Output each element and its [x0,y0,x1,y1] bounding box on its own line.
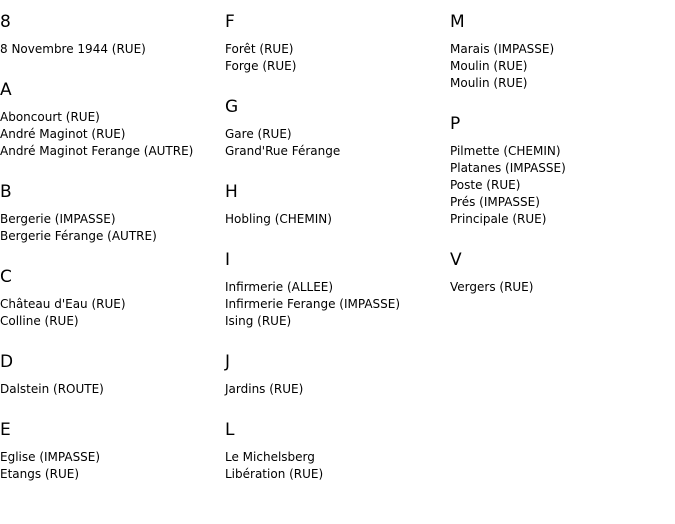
street-link[interactable]: Ising (RUE) [225,314,292,328]
street-link[interactable]: Etangs (RUE) [0,467,79,481]
column-1 [0,0,225,505]
street-link[interactable]: Gare (RUE) [225,127,292,141]
street-link[interactable]: Poste (RUE) [450,178,521,192]
letter-section [0,352,225,398]
street-link[interactable]: Infirmerie (ALLEE) [225,280,334,294]
letter-section [450,12,675,92]
letter-heading: C [0,267,12,287]
street-link[interactable]: Grand'Rue Férange [225,144,341,158]
letter-heading: M [450,12,465,32]
letter-section [225,352,450,398]
street-link[interactable]: Hobling (CHEMIN) [225,212,332,226]
column-2 [225,0,450,505]
letter-section [225,420,450,483]
street-link[interactable]: Eglise (IMPASSE) [0,450,101,464]
street-list [225,211,450,228]
street-link[interactable]: André Maginot Ferange (AUTRE) [0,144,194,158]
street-link[interactable]: Prés (IMPASSE) [450,195,540,209]
letter-section [0,80,225,160]
letter-section [225,182,450,228]
street-list [0,41,225,58]
street-list [0,109,225,160]
street-link[interactable]: Dalstein (ROUTE) [0,382,104,396]
letter-section [225,12,450,75]
letter-heading: B [0,182,12,202]
letter-heading: V [450,250,462,270]
street-list [225,381,450,398]
street-link[interactable]: Principale (RUE) [450,212,547,226]
street-list [0,211,225,245]
letter-heading: E [0,420,11,440]
letter-heading: H [225,182,238,202]
street-link[interactable]: Infirmerie Ferange (IMPASSE) [225,297,401,311]
letter-heading: A [0,80,12,100]
street-link[interactable]: Moulin (RUE) [450,59,528,73]
letter-section [0,267,225,330]
street-link[interactable]: André Maginot (RUE) [0,127,126,141]
letter-section [0,420,225,483]
street-link[interactable]: Forge (RUE) [225,59,297,73]
street-link[interactable]: Aboncourt (RUE) [0,110,100,124]
letter-section [450,114,675,228]
street-link[interactable]: Bergerie Férange (AUTRE) [0,229,157,243]
column-3 [450,0,675,318]
letter-section [0,12,225,58]
street-list [0,381,225,398]
letter-heading: F [225,12,235,32]
street-list [225,279,450,330]
letter-heading: 8 [0,12,11,32]
letter-heading: I [225,250,231,270]
letter-section [225,97,450,160]
street-list [225,449,450,483]
street-link[interactable]: Libération (RUE) [225,467,324,481]
street-link[interactable]: Bergerie (IMPASSE) [0,212,116,226]
street-link[interactable]: Platanes (IMPASSE) [450,161,566,175]
street-list [225,41,450,75]
street-link[interactable]: Jardins (RUE) [225,382,304,396]
letter-heading: D [0,352,14,372]
street-link[interactable]: Vergers (RUE) [450,280,534,294]
street-link[interactable]: Château d'Eau (RUE) [0,297,126,311]
letter-heading: J [225,352,231,372]
street-link[interactable]: Pilmette (CHEMIN) [450,144,561,158]
street-list [0,449,225,483]
street-list [225,126,450,160]
street-link[interactable]: Moulin (RUE) [450,76,528,90]
street-list [0,296,225,330]
street-link[interactable]: Le Michelsberg [225,450,315,464]
letter-heading: G [225,97,239,117]
letter-section [225,250,450,330]
street-link[interactable]: Colline (RUE) [0,314,79,328]
street-link[interactable]: 8 Novembre 1944 (RUE) [0,42,146,56]
letter-section [0,182,225,245]
letter-section [450,250,675,296]
letter-heading: L [225,420,235,440]
street-list [450,41,675,92]
letter-heading: P [450,114,461,134]
street-list [450,279,675,296]
street-link[interactable]: Marais (IMPASSE) [450,42,555,56]
street-link[interactable]: Forêt (RUE) [225,42,294,56]
street-list [450,143,675,228]
